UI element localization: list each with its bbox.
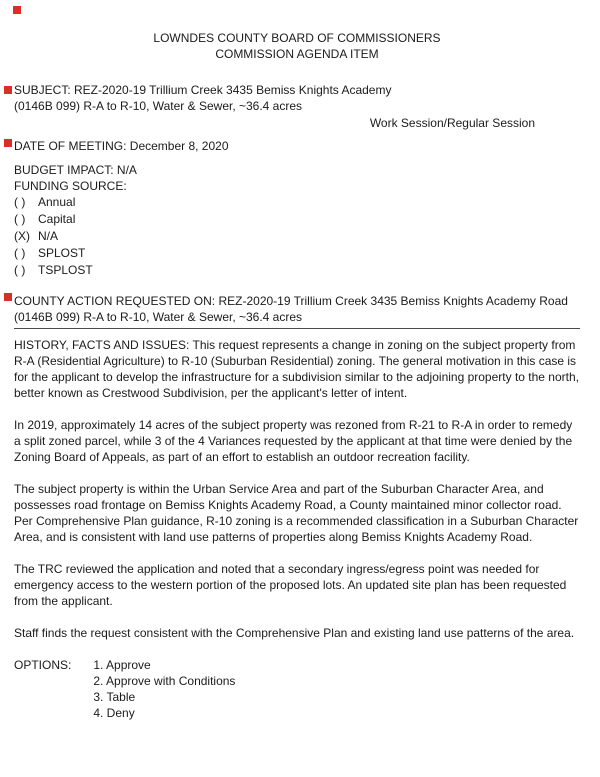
- funding-option-label: N/A: [38, 229, 59, 243]
- paragraph-trc-review: The TRC reviewed the application and noted that a secondary ingress/egress point was needed for emergency access to the western portion of the proposed lots. An updated site plan has been requested from the applicant.: [14, 562, 567, 608]
- funding-option-label: Annual: [38, 195, 76, 209]
- checkbox-na-checked: (X): [14, 229, 30, 243]
- red-marker-icon: [4, 86, 12, 94]
- header-line-agenda-item: COMMISSION AGENDA ITEM: [215, 47, 379, 61]
- subject-line1: SUBJECT: REZ-2020-19 Trillium Creek 3435 Bemiss Knights Academy: [14, 83, 392, 97]
- funding-option-splost: [14, 245, 580, 262]
- options-label: OPTIONS:: [14, 658, 72, 672]
- document-header: [14, 30, 580, 62]
- red-marker-icon: [4, 293, 12, 301]
- option-approve: 1. Approve: [93, 658, 151, 672]
- funding-options-list: [14, 194, 580, 279]
- funding-option-tsplost: [14, 262, 580, 279]
- option-deny: 4. Deny: [93, 706, 135, 720]
- funding-option-annual: [14, 194, 580, 211]
- header-line-board: LOWNDES COUNTY BOARD OF COMMISSIONERS: [153, 31, 441, 45]
- paragraph-2019-rezoning: In 2019, approximately 14 acres of the subject property was rezoned from R-21 to R-A in order to remedy a split zoned parcel, while 3 of the 4 Variances requested by the applicant at that time were denied by the Zoning Board of Appeals, as part of an effort to establish an outdoor recreation facility.: [14, 418, 573, 464]
- option-table: 3. Table: [93, 690, 136, 704]
- subject-line2: (0146B 099) R-A to R-10, Water & Sewer, ~36.4 acres: [14, 99, 303, 113]
- options-list: [93, 657, 235, 721]
- paragraph-history-facts-issues: HISTORY, FACTS AND ISSUES: This request represents a change in zoning on the subject property from R-A (Residential Agriculture) to R-10 (Suburban Residential) zoning. The general motivation in this case is for the applicant to develop the infrastructure for a subdivision similar to the adjoining property to the north, better known as Crestwood Subdivision, per the applicant's letter of intent.: [14, 338, 579, 400]
- funding-option-label: SPLOST: [38, 246, 86, 260]
- options-block: [14, 657, 580, 721]
- checkbox-capital: ( ): [14, 212, 26, 226]
- session-type-label: Work Session/Regular Session: [369, 116, 535, 130]
- checkbox-annual: ( ): [14, 195, 26, 209]
- checkbox-splost: ( ): [14, 246, 26, 260]
- funding-option-na: [14, 228, 580, 245]
- paragraph-staff-finding: Staff finds the request consistent with the Comprehensive Plan and existing land use patterns of the area.: [14, 626, 575, 640]
- funding-source-label: FUNDING SOURCE:: [14, 179, 127, 193]
- checkbox-tsplost: ( ): [14, 263, 26, 277]
- county-action-requested: COUNTY ACTION REQUESTED ON: REZ-2020-19 Trillium Creek 3435 Bemiss Knights Academy Road (0146B 099) R-A to R-10, Water & Sewer, ~36.4 acres: [14, 293, 580, 329]
- date-of-meeting: DATE OF MEETING: December 8, 2020: [14, 139, 229, 153]
- option-approve-with-conditions: 2. Approve with Conditions: [93, 674, 236, 688]
- red-marker-icon: [4, 139, 12, 147]
- funding-option-capital: [14, 211, 580, 228]
- budget-impact: BUDGET IMPACT: N/A: [14, 163, 137, 177]
- funding-option-label: Capital: [38, 212, 76, 226]
- funding-option-label: TSPLOST: [38, 263, 93, 277]
- red-marker-icon: [13, 6, 21, 14]
- subject-block: [14, 82, 580, 114]
- paragraph-urban-service-area: The subject property is within the Urban Service Area and part of the Suburban Character Area, and possesses road frontage on Bemiss Knights Academy Road, a County maintained minor collector road. Per Comprehensive Plan guidance, R-10 zoning is a recommended classification in a Suburban Character Area, and is consistent with land use patterns of properties along Bemiss Knights Academy Road.: [14, 482, 579, 544]
